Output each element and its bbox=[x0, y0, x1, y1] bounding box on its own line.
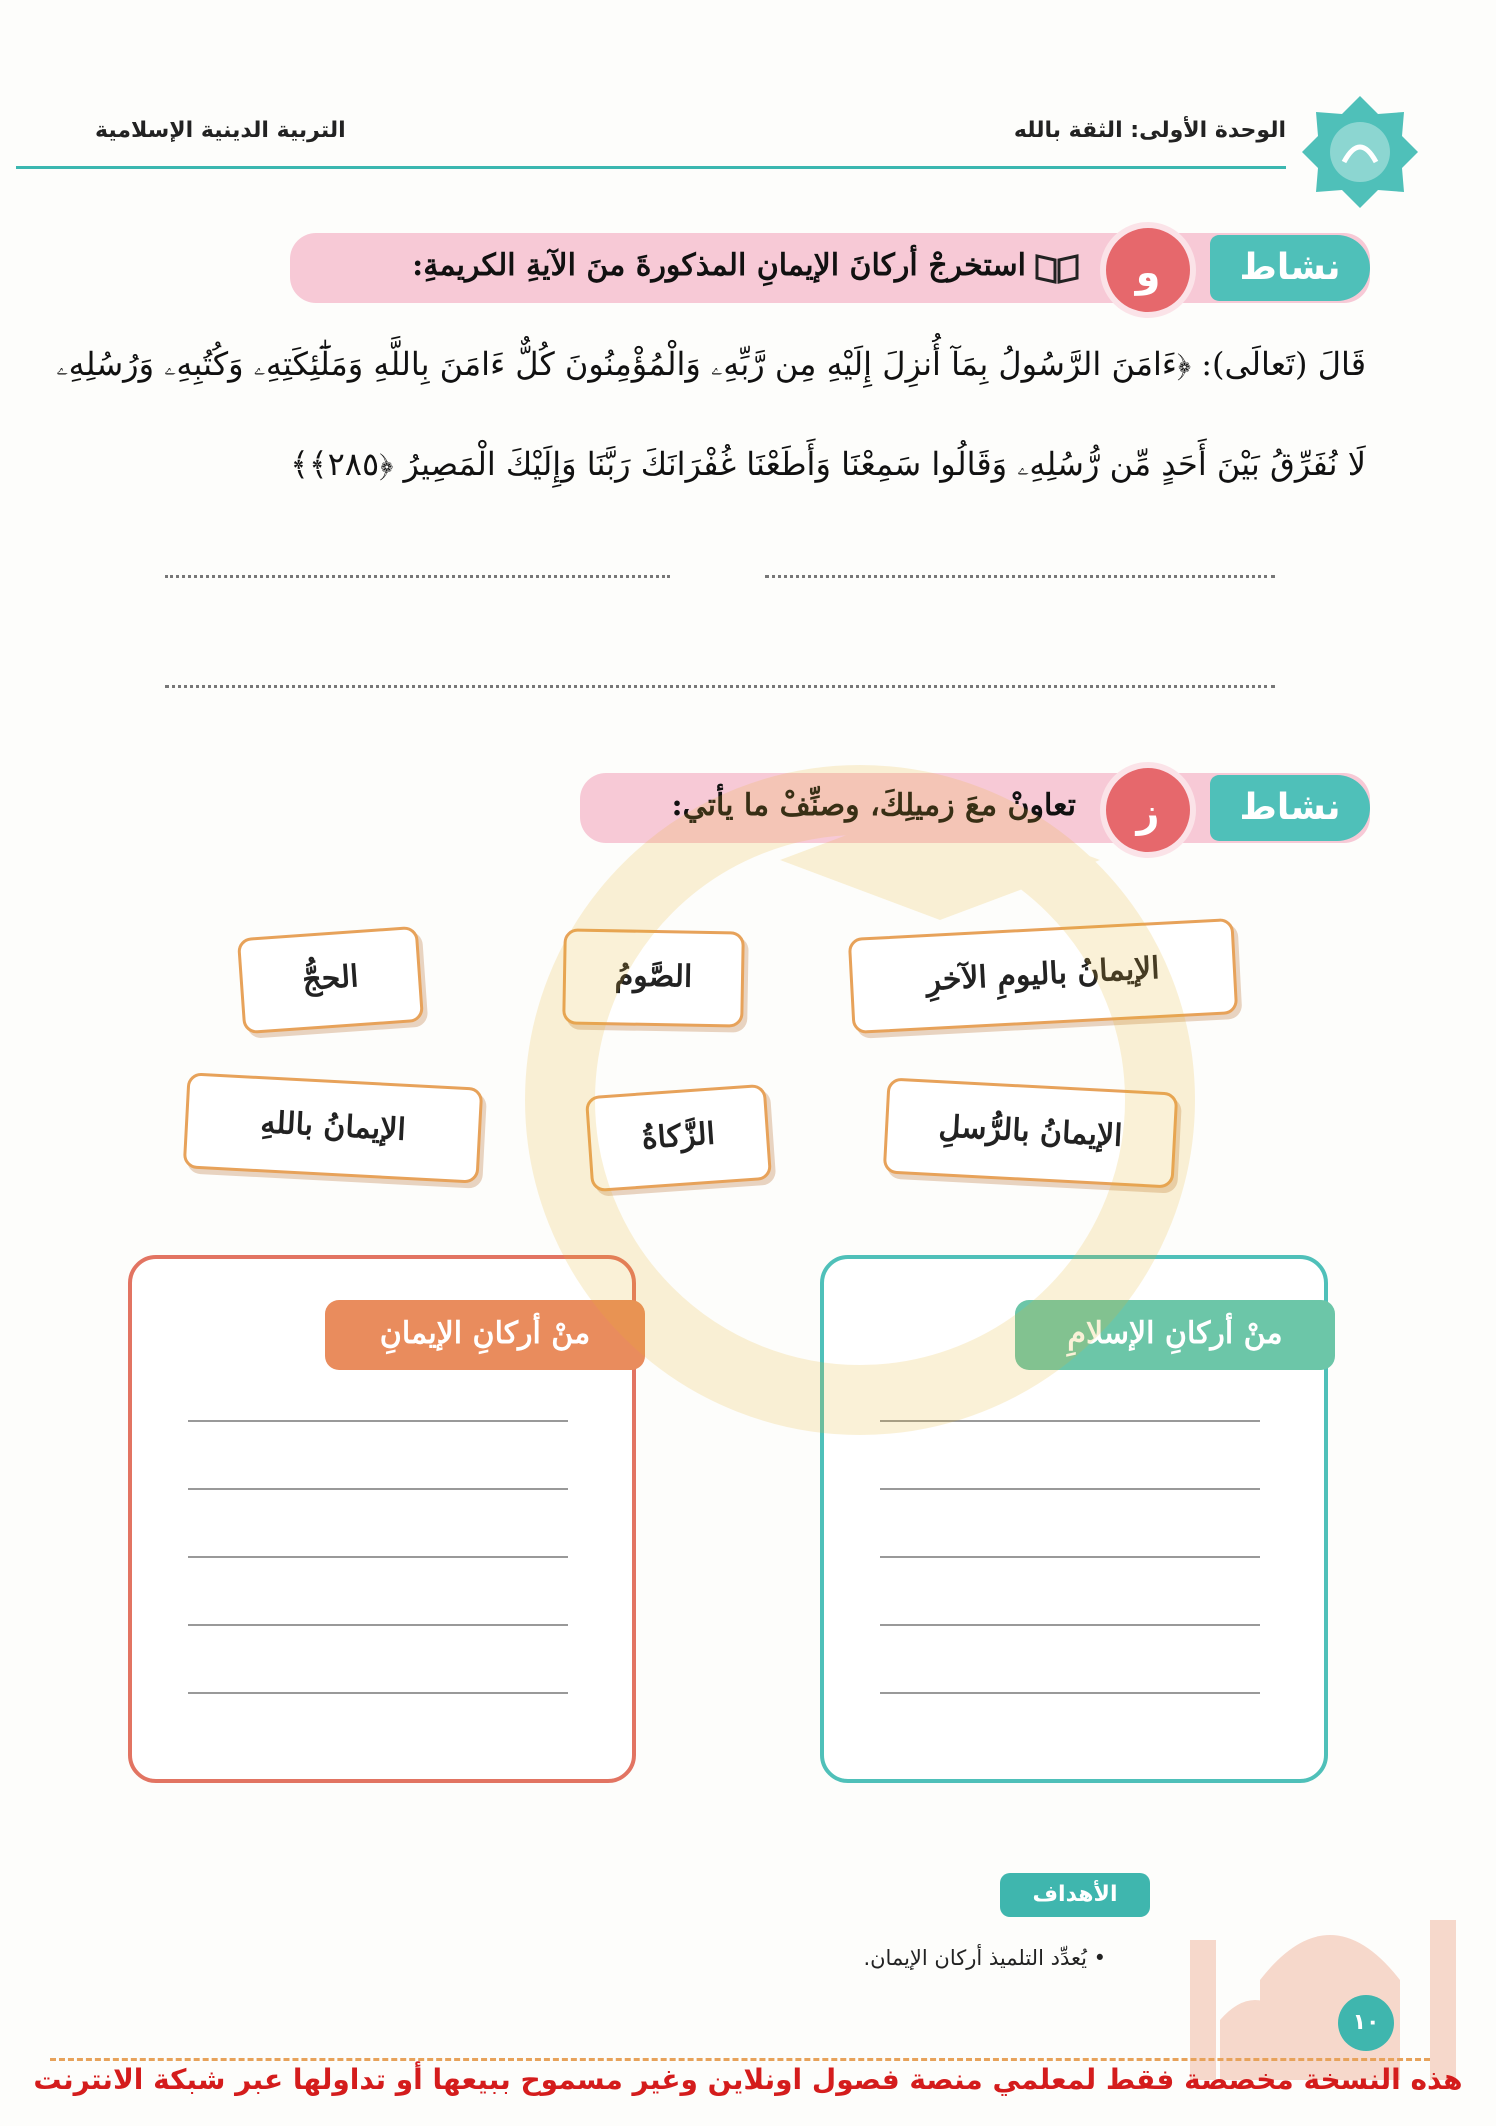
platform-logo-watermark bbox=[340, 680, 1240, 1580]
header-divider bbox=[16, 166, 1286, 169]
unit-title: الوحدة الأولى: الثقة بالله bbox=[1013, 118, 1286, 143]
islam-pillars-label: منْ أركانِ الإسلامِ bbox=[1015, 1300, 1335, 1370]
verse-line-2: لَا نُفَرِّقُ بَيْنَ أَحَدٍ مِّن رُّسُلِهِۦ وَقَالُوا سَمِعْنَا وَأَطَعْنَا غُفْرَانَكَ رَبَّنَا وَإِلَيْكَ الْمَصِيرُ ﴿٢٨٥﴾﴾ bbox=[290, 445, 1366, 483]
activity-2-letter-badge: ز bbox=[1100, 762, 1196, 858]
book-icon bbox=[1035, 252, 1079, 284]
activity-2-tab: نشاط bbox=[1210, 775, 1370, 841]
card-iman-yawm-akhir[interactable]: الإيمانُ باليومِ الآخرِ bbox=[848, 918, 1238, 1034]
copyright-notice: هذه النسخة مخصصة فقط لمعلمي منصة فصول اونلاين وغير مسموح ببيعها أو تداولها عبر شبكة الانترنت bbox=[33, 2063, 1463, 2096]
goals-label: الأهداف bbox=[1000, 1873, 1150, 1917]
unit-emblem-icon bbox=[1300, 92, 1420, 212]
answer-line[interactable] bbox=[880, 1624, 1260, 1626]
card-iman-rusul[interactable]: الإيمانُ بالرُّسلِ bbox=[883, 1077, 1179, 1188]
answer-line[interactable] bbox=[765, 575, 1275, 578]
activity-1-instruction: استخرجْ أركانَ الإيمانِ المذكورةَ منَ الآيةِ الكريمةِ: bbox=[412, 248, 1026, 283]
subject-title: التربية الدينية الإسلامية bbox=[95, 118, 346, 143]
page-number: ١٠ bbox=[1338, 1995, 1394, 2051]
card-sawm[interactable]: الصَّومُ bbox=[562, 928, 745, 1027]
mosque-decoration-icon bbox=[1150, 1830, 1496, 2080]
activity-1-letter-badge: و bbox=[1100, 222, 1196, 318]
answer-line[interactable] bbox=[188, 1624, 568, 1626]
card-iman-billah[interactable]: الإيمانُ باللهِ bbox=[183, 1072, 484, 1183]
activity-1-tab: نشاط bbox=[1210, 235, 1370, 301]
answer-line[interactable] bbox=[188, 1692, 568, 1694]
iman-pillars-label: منْ أركانِ الإيمانِ bbox=[325, 1300, 645, 1370]
verse-line-1: قَالَ (تَعالَى): ﴿ءَامَنَ الرَّسُولُ بِمَآ أُنزِلَ إِلَيْهِ مِن رَّبِّهِۦ وَالْمُؤْمِنُونَ كُلٌّ ءَامَنَ بِاللَّهِ وَمَلَٰٓئِكَتِهِۦ وَكُتُبِهِۦ وَرُسُلِهِۦ bbox=[56, 345, 1366, 383]
card-hajj[interactable]: الحجُّ bbox=[237, 926, 424, 1034]
card-zakat[interactable]: الزَّكاةُ bbox=[585, 1084, 772, 1192]
answer-line[interactable] bbox=[165, 575, 670, 578]
footer-divider bbox=[50, 2058, 1430, 2061]
goal-item: • يُعدِّد التلميذ أركان الإيمان. bbox=[863, 1946, 1106, 1970]
answer-line[interactable] bbox=[880, 1692, 1260, 1694]
activity-2-instruction: تعاونْ معَ زميلِكَ، وصنِّفْ ما يأتي: bbox=[671, 788, 1076, 823]
